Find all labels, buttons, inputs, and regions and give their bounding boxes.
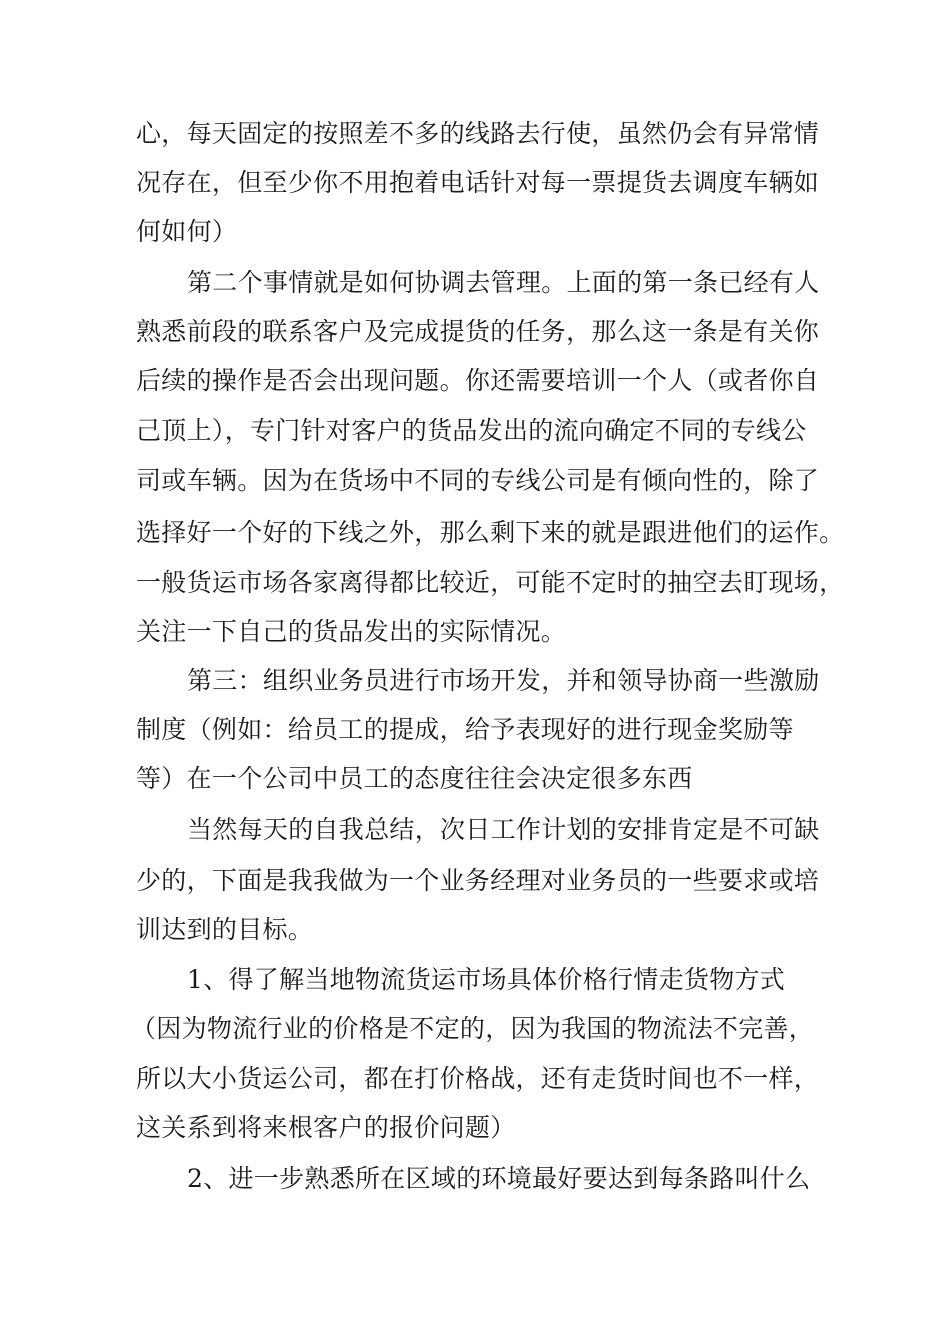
text-line: 训达到的目标。 bbox=[136, 915, 314, 944]
text-line: 关注一下自己的货品发出的实际情况。 bbox=[136, 617, 567, 646]
paragraph-start-line: 第三：组织业务员进行市场开发，并和领导协商一些激励 bbox=[187, 666, 820, 695]
text-line: 司或车辆。因为在货场中不同的专线公司是有倾向性的，除了 bbox=[136, 466, 820, 495]
paragraph-start-line: 2、进一步熟悉所在区域的环境最好要达到每条路叫什么 bbox=[187, 1164, 811, 1193]
text-line: 何如何） bbox=[136, 217, 238, 246]
paragraph-start-line: 第二个事情就是如何协调去管理。上面的第一条已经有人 bbox=[187, 268, 820, 297]
text-line: 熟悉前段的联系客户及完成提货的任务，那么这一条是有关你 bbox=[136, 317, 820, 346]
text-line: 己顶上），专门针对客户的货品发出的流向确定不同的专线公 bbox=[136, 416, 807, 445]
text-line: 心，每天固定的按照差不多的线路去行使，虽然仍会有异常情 bbox=[136, 119, 820, 148]
text-line: 选择好一个好的下线之外，那么剩下来的就是跟进他们的运作。 bbox=[136, 518, 845, 547]
text-line: 后续的操作是否会出现问题。你还需要培训一个人（或者你自 bbox=[136, 366, 820, 395]
text-line: 制度（例如：给员工的提成，给予表现好的进行现金奖励等 bbox=[136, 715, 794, 744]
text-line: （因为物流行业的价格是不定的，因为我国的物流法不完善， bbox=[131, 1014, 815, 1043]
text-line: 所以大小货运公司，都在打价格战，还有走货时间也不一样， bbox=[136, 1064, 820, 1093]
paragraph-start-line: 当然每天的自我总结，次日工作计划的安排肯定是不可缺 bbox=[187, 815, 820, 844]
text-line: 一般货运市场各家离得都比较近，可能不定时的抽空去盯现场， bbox=[136, 568, 845, 597]
text-line: 况存在，但至少你不用抱着电话针对每一票提货去调度车辆如 bbox=[136, 168, 820, 197]
text-line: 这关系到将来根客户的报价问题） bbox=[136, 1113, 516, 1142]
text-line: 少的，下面是我我做为一个业务经理对业务员的一些要求或培 bbox=[136, 866, 820, 895]
paragraph-start-line: 1、得了解当地物流货运市场具体价格行情走货物方式 bbox=[187, 965, 786, 994]
text-line: 等）在一个公司中员工的态度往往会决定很多东西 bbox=[136, 764, 693, 793]
